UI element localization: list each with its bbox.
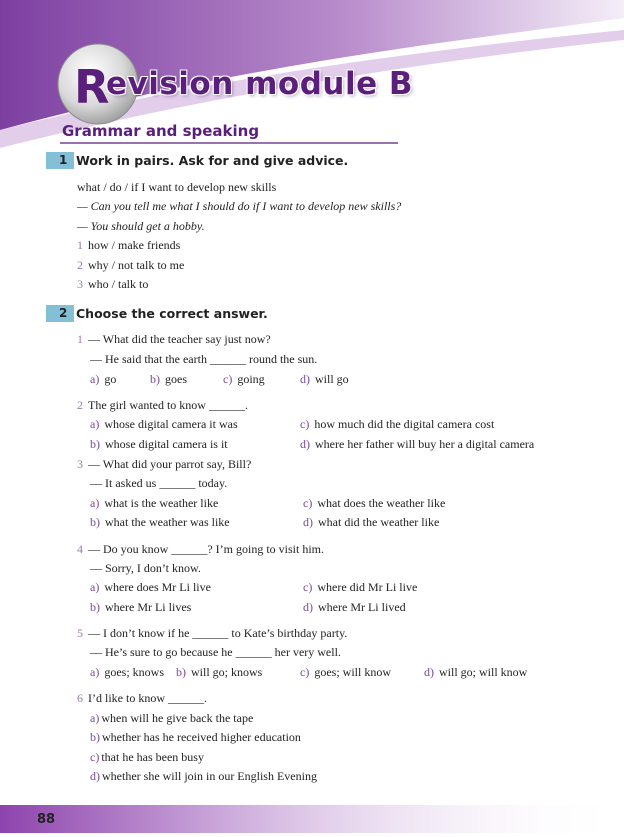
answer-option[interactable]: a) what is the weather like bbox=[90, 496, 219, 510]
answer-option[interactable]: d) whether she will join in our English Evening bbox=[90, 769, 317, 783]
list-item: 1 how / make friends bbox=[77, 238, 181, 252]
answer-option[interactable]: c) what does the weather like bbox=[303, 496, 446, 510]
answer-option[interactable]: a) go bbox=[90, 372, 117, 386]
answer-option[interactable]: b) whether has he received higher education bbox=[90, 730, 301, 744]
answer-option[interactable]: b) where Mr Li lives bbox=[90, 600, 192, 614]
title-initial: R bbox=[74, 60, 110, 114]
section-heading: Grammar and speaking bbox=[62, 122, 260, 140]
example-answer: — You should get a hobby. bbox=[77, 219, 205, 233]
answer-option[interactable]: c) where did Mr Li live bbox=[303, 580, 418, 594]
answer-option[interactable]: a) when will he give back the tape bbox=[90, 711, 254, 725]
page-title: evision module B bbox=[106, 66, 414, 102]
list-item: 2 why / not talk to me bbox=[77, 258, 185, 272]
page-number: 88 bbox=[37, 812, 56, 827]
answer-option[interactable]: d) will go bbox=[300, 372, 349, 386]
answer-option[interactable]: c) goes; will know bbox=[300, 665, 391, 679]
footer-bar bbox=[0, 805, 624, 837]
answer-option[interactable]: d) where her father will buy her a digital camera bbox=[300, 437, 535, 451]
question-6-line-1: 6 I’d like to know ______. bbox=[77, 691, 207, 705]
answer-option[interactable]: d) where Mr Li lived bbox=[303, 600, 406, 614]
answer-option[interactable]: b) will go; knows bbox=[176, 665, 263, 679]
question-1-line-2: — He said that the earth ______ round the sun. bbox=[90, 352, 318, 366]
section-underline bbox=[60, 141, 400, 147]
answer-option[interactable]: c) that he has been busy bbox=[90, 750, 204, 764]
question-5-line-1: 5 — I don’t know if he ______ to Kate’s birthday party. bbox=[77, 626, 348, 640]
answer-option[interactable]: a) where does Mr Li live bbox=[90, 580, 211, 594]
answer-option[interactable]: d) what did the weather like bbox=[303, 515, 440, 529]
answer-option[interactable]: a) whose digital camera it was bbox=[90, 417, 238, 431]
answer-option[interactable]: b) whose digital camera is it bbox=[90, 437, 228, 451]
question-2-line-1: 2 The girl wanted to know ______. bbox=[77, 398, 248, 412]
question-5-line-2: — He’s sure to go because he ______ her very well. bbox=[90, 645, 341, 659]
answer-option[interactable]: b) goes bbox=[150, 372, 187, 386]
answer-option[interactable]: b) what the weather was like bbox=[90, 515, 230, 529]
answer-option[interactable]: d) will go; will know bbox=[424, 665, 528, 679]
example-question: — Can you tell me what I should do if I want to develop new skills? bbox=[77, 199, 402, 213]
answer-option[interactable]: c) going bbox=[223, 372, 265, 386]
question-4-line-1: 4 — Do you know ______? I’m going to visit him. bbox=[77, 542, 324, 556]
exercise-2-number: 2 bbox=[59, 306, 68, 320]
answer-option[interactable]: a) goes; knows bbox=[90, 665, 164, 679]
question-3-line-1: 3 — What did your parrot say, Bill? bbox=[77, 457, 252, 471]
list-item: 3 who / talk to bbox=[77, 277, 149, 291]
question-3-line-2: — It asked us ______ today. bbox=[90, 476, 228, 490]
example-prompt: what / do / if I want to develop new skills bbox=[77, 180, 277, 194]
exercise-1-instruction: Work in pairs. Ask for and give advice. bbox=[76, 153, 349, 168]
question-1-line-1: 1 — What did the teacher say just now? bbox=[77, 332, 271, 346]
answer-option[interactable]: c) how much did the digital camera cost bbox=[300, 417, 495, 431]
exercise-1-number: 1 bbox=[59, 153, 68, 167]
question-4-line-2: — Sorry, I don’t know. bbox=[90, 561, 201, 575]
exercise-2-instruction: Choose the correct answer. bbox=[76, 306, 268, 321]
